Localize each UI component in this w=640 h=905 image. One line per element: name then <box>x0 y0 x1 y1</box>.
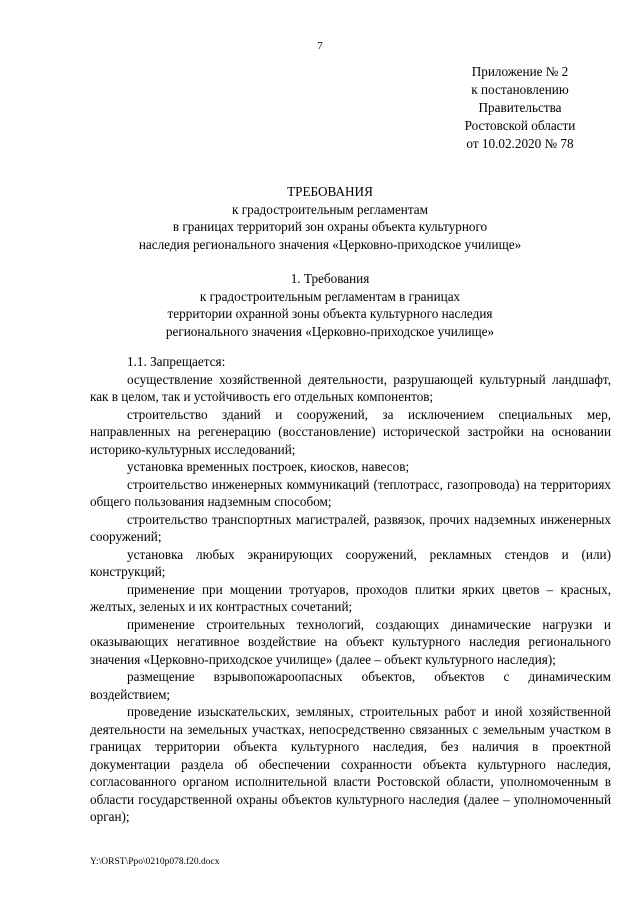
footer-file-path: Y:\ORST\Ppo\0210p078.f20.docx <box>90 857 220 867</box>
list-item: применение при мощении тротуаров, проходов плитки ярких цветов – красных, желтых, зеленых и их контрастных сочетаний; <box>90 581 611 614</box>
appendix-line: Правительства <box>478 100 562 115</box>
body-text <box>90 353 611 826</box>
section-line: территории охранной зоны объекта культурного наследия <box>167 306 493 321</box>
list-item: установка любых экранирующих сооружений, рекламных стендов и (или) конструкций; <box>90 546 611 579</box>
title-line: наследия регионального значения «Церковно-приходское училище» <box>138 236 522 252</box>
appendix-block <box>430 63 610 153</box>
list-item: применение строительных технологий, создающих динамические нагрузки и оказывающих негативное воздействие на объект культурного наследия регионального значения «Церковно-приходское училище» (далее – объект культурного наследия); <box>90 616 611 667</box>
list-item: строительство зданий и сооружений, за исключением специальных мер, направленных на регенерацию (восстановление) исторической застройки на основании историко-культурных исследований; <box>90 406 611 457</box>
appendix-line: Ростовской области <box>464 118 576 133</box>
appendix-line: к постановлению <box>471 82 569 97</box>
subheading: 1.1. Запрещается: <box>127 354 226 369</box>
document-title <box>60 183 600 253</box>
list-item: осуществление хозяйственной деятельности, разрушающей культурный ландшафт, как в целом, так и устойчивость его отдельных компонентов; <box>90 371 611 404</box>
list-item: установка временных построек, киосков, навесов; <box>127 459 410 474</box>
list-item: строительство инженерных коммуникаций (теплотрасс, газопровода) на территориях общего пользования надземным способом; <box>90 476 611 509</box>
list-item: строительство транспортных магистралей, развязок, прочих надземных инженерных сооружений; <box>90 511 611 544</box>
title-line: к градостроительным регламентам <box>232 201 428 217</box>
section-line: к градостроительным регламентам в границах <box>199 288 461 304</box>
appendix-line: Приложение № 2 <box>471 64 569 79</box>
page-number: 7 <box>317 40 323 52</box>
section-line: 1. Требования <box>290 271 370 286</box>
list-item: размещение взрывопожароопасных объектов, объектов с динамическим воздействием; <box>90 669 611 702</box>
section-heading <box>60 270 600 340</box>
appendix-line: от 10.02.2020 № 78 <box>466 136 574 151</box>
title-heading: ТРЕБОВАНИЯ <box>287 184 373 199</box>
title-line: в границах территорий зон охраны объекта культурного <box>172 219 488 234</box>
list-item: проведение изыскательских, земляных, строительных работ и иной хозяйственной деятельности на земельных участках, непосредственно связанных с земельным участком в границах территории объекта культурного наследия, без наличия в проектной документации раздела об обеспечении сохранности объекта культурного наследия, согласованного органом исполнительной власти Ростовской области, уполномоченным в области государственной охраны объектов культурного наследия (далее – уполномоченный орган); <box>90 704 611 824</box>
section-line: регионального значения «Церковно-приходское училище» <box>165 323 495 339</box>
